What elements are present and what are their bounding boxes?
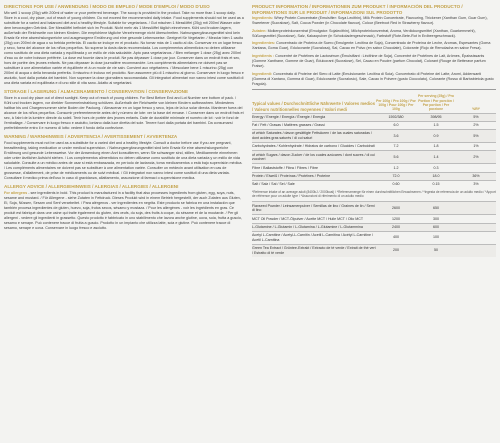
ingredient-lead: Ingredienti: [252,71,273,76]
row-per100: 2400 [392,224,400,229]
right-column [252,4,496,440]
directions-text: Mix well 1 scoop (25g) with 200ml of water or your preferred beverage. The scoop is provided in the product. Take no more than 1 scoop daily. Store in a cool, dry place, out of reach of young children. Do not exceed the recommended daily intake. Food supplements should not be used as a substitute for a varied and balanced diet and a healthy lifestyle. Suitable for vegetarians. / Gut mischen 1 Messlöffel (25g) mit 200ml Wasser oder dem bevorzugten Getränk. Der Messlöffel befindet sich im Produkt. Nicht mehr als 1 Messlöffel täglich einnehmen. Kühl und trocken lagern, außerhalb der Reichweite von kleinen Kindern. Die empfohlene tägliche Verzehrmenge nicht überschreiten. Nahrungsergänzungsmittel sind kein Ersatz für eine abwechslungsreiche und ausgewogene Ernährung und eine gesunde Lebensweise. Geeignet für Vegetarier. / Mezclar bien 1 cacito (25g) con 200ml de agua o su bebida preferida. El cacito se incluye en el producto. No tomar más de 1 cacito al día. Conservar en un lugar fresco y seco, fuera del alcance de los niños pequeños. No superar la dosis diaria recomendada. Los complementos alimenticios no deben utilizarse como sustituto de una dieta variada y equilibrada y un estilo de vida saludable. Apto para vegetarianos. / Bien mélanger 1 dose (25g) avec 200ml d'eau ou de votre boisson préférée. La dose est fournie dans le produit. Ne pas dépasser 1 dose par jour. Conserver dans un endroit frais et sec, hors de portée des jeunes enfants. Ne pas dépasser la dose journalière recommandée. Les compléments alimentaires ne doivent pas se substituer à une alimentation variée et équilibrée et à un mode de vie sain. Convient aux végétariens. / Mescolare bene 1 misurino (25g) con 200ml di acqua o della bevanda preferita. Il misurino è incluso nel prodotto. Non assumere più di 1 misurino al giorno. Conservare in luogo fresco e asciutto, fuori dalla portata dei bambini. Non superare la dose giornaliera raccomandata. Gli integratori alimentari non vanno intesi come sostituti di una dieta variata ed equilibrata e di uno stile di vita sano. Adatto ai vegetariani. [4,10,244,86]
row-per100: 1200 [392,216,400,221]
ingredient-lead: Ingredients: [252,16,274,21]
ingredient-text: Molkenproteinkonzentrat (Emulgator: Sojalecithin), Milchproteinkonzentrat, Aroma, Verdickungsmittel (Xanthan, Guarkernmehl), Süßungsmittel (Sucralose), Salz, Kakaopulver (in Schokoladengeschmack), Farbstoff (Rote-Bete-Rot in Erdbeergeschmack). [252,28,476,38]
nutrition-row [252,214,496,222]
ingredients-list [252,16,496,87]
ingredient-paragraph [252,29,496,39]
row-per100: 200 [393,248,399,253]
ingredient-paragraph [252,41,496,51]
row-per100: 6.0 [393,123,399,128]
row-ri: 3% [473,181,479,186]
nutrition-row [252,180,496,188]
row-per100: 72.0 [392,173,400,178]
row-label: Carbohydrates / Kohlenhydrate / Hidratos de carbono / Glucides / Carboidrati [252,144,375,149]
row-per100: 400 [393,235,399,240]
ingredient-text: Whey Protein Concentrate (Emulsifier: Soya Lecithin), Milk Protein Concentrate, Flavouring, Thickener (Xanthan Gum, Guar Gum), Sweetener (Sucralose), Salt, Cocoa Powder (in Chocolate flavour), Colour (Beetroot Red in Strawberry flavour). [252,16,488,26]
row-label: Salt / Salz / Sal / Sel / Sale [252,181,295,186]
nutrition-row [252,201,496,214]
ingredient-text: Concentrado de Proteína de Suero (Emulgente: Lecitina de Soja), Concentrado de Proteína de Leche, Aromas, Espesantes (Goma Xantana, Goma Guar), Edulcorante (Sucralosa), Sal, Cacao en Polvo (en sabor Chocolate), Colorante (Rojo de Remolacha en sabor Fresa). [252,41,491,51]
ingredient-lead: Zutaten: [252,28,267,33]
row-ri: 5% [473,133,479,138]
row-serving: 0.9 [433,133,439,138]
nutrition-heading: Typical values / Durchschnittliche Nährwerte / Valores medios / Valeurs nutritionnelles moyennes / Valori medi [252,101,376,112]
nutrition-row [252,129,496,142]
ingredient-paragraph [252,54,496,69]
storage-text: Store in a cool dry place out of direct sunlight. Keep out of reach of young children. For Best Before End and Lot Number see bottom of pack. / Kühl und trocken lagern, vor direkter Sonneneinstrahlung schützen. Außerhalb der Reichweite von kleinen Kindern aufbewahren. Mindestens haltbar bis und Chargennummer siehe Boden der Packung. / Almacenar en un lugar fresco y seco, lejos de la luz solar directa. Mantener fuera del alcance de los niños pequeños. Consumir preferentemente antes del y número de lote: ver la base del envase. / Conserver dans un endroit frais et sec, à l'abri de la lumière directe du soleil. Tenir hors de portée des jeunes enfants. Date de durabilité minimale et numéro de lot : voir le fond de l'emballage. / Conservare in luogo fresco e asciutto, lontano dalla luce diretta del sole. Tenere fuori dalla portata dei bambini. Da consumarsi preferibilmente entro il e numero di lotto: vedere il fondo della confezione. [4,95,244,131]
nutrition-row [252,113,496,121]
nutrition-row [252,244,496,257]
row-serving: 398/95 [430,115,442,120]
row-label: Acetyl L-Carnitine / Acetyl-L-Carnitin / Acetil L-Carnitina / Acétyl L-Carnitine / Acetil L-Carnitina [252,232,374,242]
storage-heading: STORAGE / LAGERUNG / ALMACENAMIENTO / CONSERVATION / CONSERVAZIONE [4,89,189,95]
nutrition-row [252,142,496,150]
row-serving: 0.15 [432,181,440,186]
allergy-body: - see ingredients in bold. This product is manufactured in a facility that also processes ingredients from gluten, egg, soya, nuts, sesame and mustard. / Für Allergene - siehe Zutaten in Fettdruck. Dieses Produkt wird in einem Betrieb hergestellt, der auch Zutaten aus Gluten, Ei, Soja, Nüssen, Sesam und Senf verarbeitet. / Para alérgenos - ver ingredientes en negrita. Este producto se fabrica en una instalación que también procesa ingredientes de gluten, huevo, soja, frutos secos, sésamo y mostaza. / Pour les allergènes - voir les ingrédients en gras. Ce produit est fabriqué dans une usine qui traite également du gluten, des œufs, du soja, des fruits à coque, du sésame et de la moutarde. / Per gli allergeni - vedere gli ingredienti in grassetto. Questo prodotto è fabbricato in uno stabilimento che lavora anche glutine, uova, soia, frutta a guscio, sesamo e senape. Può contenere tracce di frutta a guscio. Prodotto in un impianto che utilizza latte, soia e glutine. Può contenere tracce di sesamo, senape e uova. Conservare in luogo fresco e asciutto. [4,190,242,231]
ingredient-text: Concentrato di Proteine del Siero di Latte (Emulsionante: Lecitina di Soia), Concentrato di Proteine del Latte, Aromi, Addensanti (Gomma di Xantano, Gomma di Guar), Edulcorante (Sucralosio), Sale, Cacao in Polvere (gusto Cioccolato), Colorante (Rosso di Barbabietola gusto Fragola). [252,71,494,86]
row-ri: 1% [473,144,479,149]
row-per100: 5.6 [393,154,399,159]
row-label: of which Sugars / davon Zucker / de los cuales azúcares / dont sucres / di cui zuccheri [252,152,375,162]
storage-section [4,89,244,131]
row-label: Flaxseed Powder / Leinsamenpulver / Semillas de lino / Graines de lin / Semi di lino [252,203,375,213]
nutrition-col-per100: Per 100g / Pro 100g / Por 100g / Pour 100g / Per 100g [376,98,416,112]
nutrition-col-ri: %RI* [472,107,480,112]
ingredients-heading: PRODUCT INFORMATION / INFORMATIONEN ZUM PRODUKT / INFORMACIÓN DEL PRODUCTO / INFORMATIONS SUR LE PRODUIT / INFORMAZIONI SUL PRODOTTO [252,4,463,15]
row-label: L-Glutamine / L-Glutamin / L-Glutamina / L-Glutamine / L-Glutammina [252,224,363,229]
row-ri: 36% [472,173,480,178]
row-serving: 1.8 [433,144,439,149]
row-label: Fibre / Ballaststoffe / Fibra / Fibres / Fibre [252,165,319,170]
allergy-heading: ALLERGY ADVICE / ALLERGIEHINWEIS / ALERGIAS / ALLERGIES / ALLERGENI [4,184,179,190]
nutrition-row [252,223,496,231]
nutrition-row [252,172,496,180]
row-per100: 0.60 [392,181,400,186]
row-serving: 600 [433,224,439,229]
ingredient-lead: Ingrédients : [252,53,275,58]
row-serving: 1.4 [433,154,439,159]
row-per100: 1.2 [393,165,399,170]
warning-text: Food supplements must not be used as a substitute for a varied diet and a healthy lifestyle. Consult a doctor before use if you are pregnant, breastfeeding, taking medication or under medical supervision. / Nahrungsergänzungsmittel sind kein Ersatz für eine abwechslungsreiche Ernährung und gesunde Lebensweise. Vor der Anwendung einen Arzt konsultieren, wenn Sie schwanger sind, stillen, Medikamente einnehmen oder unter ärztlicher Aufsicht stehen. / Los complementos alimenticios no deben utilizarse como sustituto de una dieta variada y un estilo de vida saludable. Consulte a un médico antes de usar si está embarazada, en período de lactancia, toma medicamentos o está bajo supervisión médica. / Les compléments alimentaires ne doivent pas se substituer à une alimentation variée. Consulter un médecin avant utilisation en cas de grossesse, d'allaitement, de prise de médicaments ou de suivi médical. / Gli integratori non vanno intesi come sostituti di una dieta variata. Consultare il medico prima dell'uso in caso di gravidanza, allattamento, assunzione di farmaci o supervisione medica. [4,140,243,181]
nutrition-col-serving: Per serving (25g) / Pro Portion / Por porción / Par portion / Per porzione [418,94,454,112]
nutrition-row [252,231,496,244]
row-label: Energy / Energie / Energía / Énergie / Energia [252,115,326,120]
row-label: Protein / Eiweiß / Proteínas / Protéines / Proteine [252,173,331,178]
row-per100: 3.6 [393,133,399,138]
ingredient-lead: Ingredientes: [252,41,276,46]
row-label: Green Tea Extract / Grüntee-Extrakt / Extracto de té verde / Extrait de thé vert / Estratto di tè verde [252,245,376,255]
row-serving: 650 [433,206,439,211]
row-serving: 18.0 [432,173,440,178]
row-serving: 0.3 [433,165,439,170]
allergy-section [4,184,244,231]
nutrition-row [252,150,496,163]
nutrition-footnote: *Reference intake of an average adult (8400kJ / 2000kcal) / *Referenzmenge für einen durchschnittlichen Erwachsenen / *Ingesta de referencia de un adulto medio / *Apport de référence pour un adulte type / *Assunzioni di riferimento di un adulto medio [252,189,496,199]
left-column [4,4,244,440]
warning-section [4,134,244,181]
directions-heading: DIRECTIONS FOR USE / ANWENDUNG / MODO DE EMPLEO / MODE D'EMPLOI / MODO D'USO [4,4,210,9]
allergy-lead: For allergens [4,190,28,195]
section-divider [252,89,496,90]
ingredient-paragraph [252,16,496,26]
row-serving: 1.5 [433,123,439,128]
row-label: MCT Oil Powder / MCT-Ölpulver / Aceite MCT / Huile MCT / Olio MCT [252,216,364,221]
row-label: of which Saturates / davon gesättigte Fettsäuren / de las cuales saturadas / dont acides gras saturés / di cui saturi [252,131,372,141]
nutrition-row [252,121,496,129]
row-serving: 50 [434,248,438,253]
nutrition-row [252,163,496,171]
directions-section [4,4,244,86]
warning-heading: WARNING / WARNHINWEIS / ADVERTENCIA / AVERTISSEMENT / AVVERTENZA [4,134,178,140]
allergy-text [4,191,244,231]
row-ri: 5% [473,115,479,120]
ingredient-paragraph [252,72,496,87]
row-serving: 300 [433,216,439,221]
row-per100: 2600 [392,206,400,211]
row-ri: 2% [473,154,479,159]
extras-table [252,201,496,256]
ingredient-text: Concentré de Protéines de Lactosérum (Émulsifiant : Lécithine de Soja), Concentré de Protéines de Lait, Arômes, Épaississants (Gomme Xanthane, Gomme de Guar), Édulcorant (Sucralose), Sel, Cacao en Poudre (parfum Chocolat), Colorant (Rouge de Betterave parfum Fraise). [252,53,486,69]
row-per100: 7.2 [393,144,399,149]
nutrition-table [252,113,496,188]
nutrition-header [252,94,496,112]
row-ri: 2% [473,123,479,128]
row-serving: 100 [433,235,439,240]
row-per100: 1592/380 [388,115,404,120]
row-label: Fat / Fett / Grasas / Matières grasses / Grassi [252,123,325,128]
